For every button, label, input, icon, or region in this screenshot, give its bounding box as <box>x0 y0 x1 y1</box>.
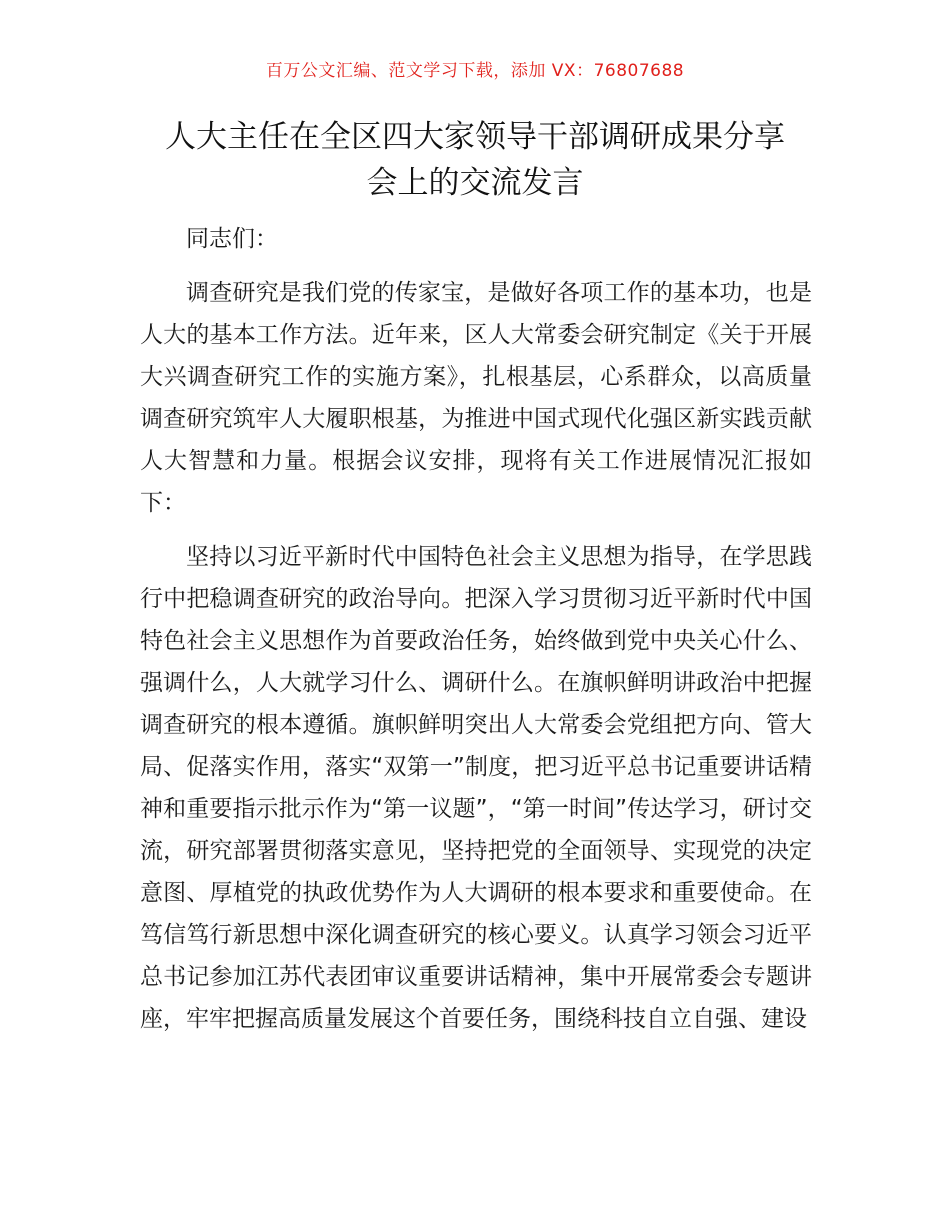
title-line-2: 会上的交流发言 <box>366 165 584 201</box>
title-line-1: 人大主任在全区四大家领导干部调研成果分享 <box>165 119 785 155</box>
body-paragraph: 调查研究是我们党的传家宝，是做好各项工作的基本功，也是人大的基本工作方法。近年来，区人大常委会研究制定《关于开展大兴调查研究工作的实施方案》，扎根基层，心系群众，以高质量调查研究筑牢人大履职根基，为推进中国式现代化强区新实践贡献人大智慧和力量。根据会议安排，现将有关工作进展情况汇报如下： <box>140 280 812 516</box>
header-note: 百万公文汇编、范文学习下载，添加 VX：76807688 <box>265 61 685 81</box>
salutation: 同志们： <box>186 226 278 252</box>
body-paragraph: 坚持以习近平新时代中国特色社会主义思想为指导，在学思践行中把稳调查研究的政治导向。把深入学习贯彻习近平新时代中国特色社会主义思想作为首要政治任务，始终做到党中央关心什么、强调什么，人大就学习什么、调研什么。在旗帜鲜明讲政治中把握调查研究的根本遵循。旗帜鲜明突出人大常委会党组把方向、管大局、促落实作用，落实“双第一”制度，把习近平总书记重要讲话精神和重要指示批示作为“第一议题”，“第一时间”传达学习，研讨交流，研究部署贯彻落实意见，坚持把党的全面领导、实现党的决定意图、厚植党的执政优势作为人大调研的根本要求和重要使命。在笃信笃行新思想中深化调查研究的核心要义。认真学习领会习近平总书记参加江苏代表团审议重要讲话精神，集中开展常委会专题讲座，牢牢把握高质量发展这个首要任务，围绕科技自立自强、建设 <box>140 544 812 1032</box>
document-body <box>140 218 812 1052</box>
document-title <box>120 114 830 206</box>
